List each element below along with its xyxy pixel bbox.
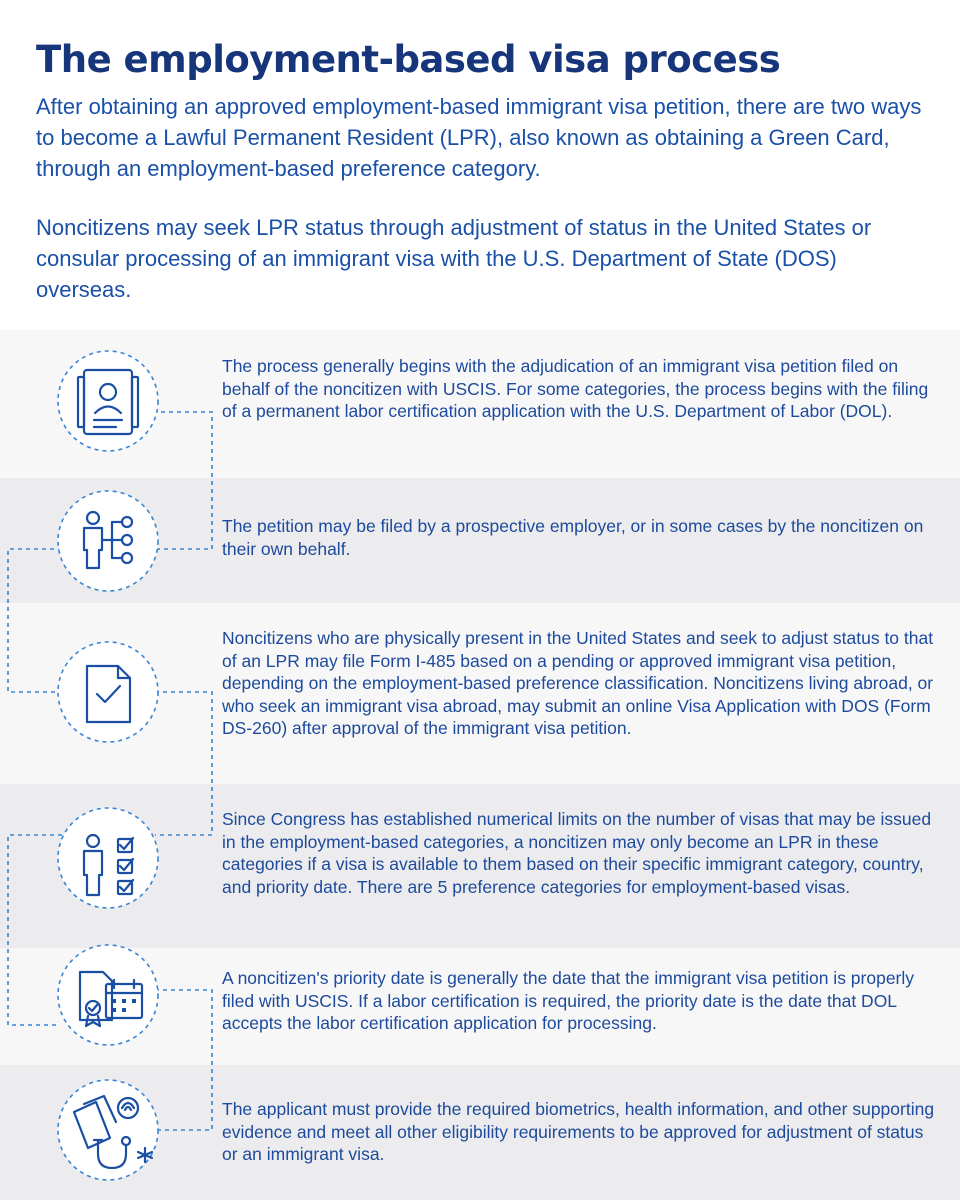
step-5-text: A noncitizen's priority date is generally the date that the immigrant visa petition is properly filed with USCIS. If a labor certification is required, the priority date is the date that DOL accepts the labor certification application for processing. bbox=[222, 968, 915, 1034]
step-5 bbox=[0, 948, 960, 1065]
step-3-text: Noncitizens who are physically present in the United States and seek to adjust status to that of an LPR may file Form I-485 based on a pending or approved immigrant visa petition, depending on the employment-based preference classification. Noncitizens living abroad, or who seek an immigrant visa abroad, may submit an online Visa Application with DOS (Form DS-260) after approval of the immigrant visa petition. bbox=[222, 628, 934, 739]
step-2-text: The petition may be filed by a prospective employer, or in some cases by the noncitizen on their own behalf. bbox=[222, 516, 924, 559]
step-1 bbox=[0, 330, 960, 478]
header bbox=[36, 40, 936, 305]
step-1-text: The process generally begins with the adjudication of an immigrant visa petition filed on behalf of the noncitizen with USCIS. For some categories, the process begins with the filing of a permanent labor certification application with the U.S. Department of Labor (DOL). bbox=[222, 356, 929, 422]
step-4 bbox=[0, 784, 960, 948]
process-steps bbox=[0, 330, 960, 1200]
step-3 bbox=[0, 603, 960, 784]
step-4-text: Since Congress has established numerical limits on the number of visas that may be issued in the employment-based categories, a noncitizen may only become an LPR in these categories if a visa is available to them based on their specific immigrant category, country, and priority date. There are 5 preference categories for employment-based visas. bbox=[222, 809, 932, 897]
step-6 bbox=[0, 1065, 960, 1200]
step-2 bbox=[0, 478, 960, 603]
intro-paragraph-2: Noncitizens may seek LPR status through adjustment of status in the United States or consular processing of an immigrant visa with the U.S. Department of State (DOS) overseas. bbox=[36, 214, 872, 302]
step-6-text: The applicant must provide the required biometrics, health information, and other supporting evidence and meet all other eligibility requirements to be approved for adjustment of status or an immigrant visa. bbox=[222, 1099, 935, 1165]
page-title: The employment-based visa process bbox=[36, 38, 781, 81]
intro-paragraph-1: After obtaining an approved employment-based immigrant visa petition, there are two ways to become a Lawful Permanent Resident (LPR), also known as obtaining a Green Card, through an employment-based preference category. bbox=[36, 93, 922, 181]
